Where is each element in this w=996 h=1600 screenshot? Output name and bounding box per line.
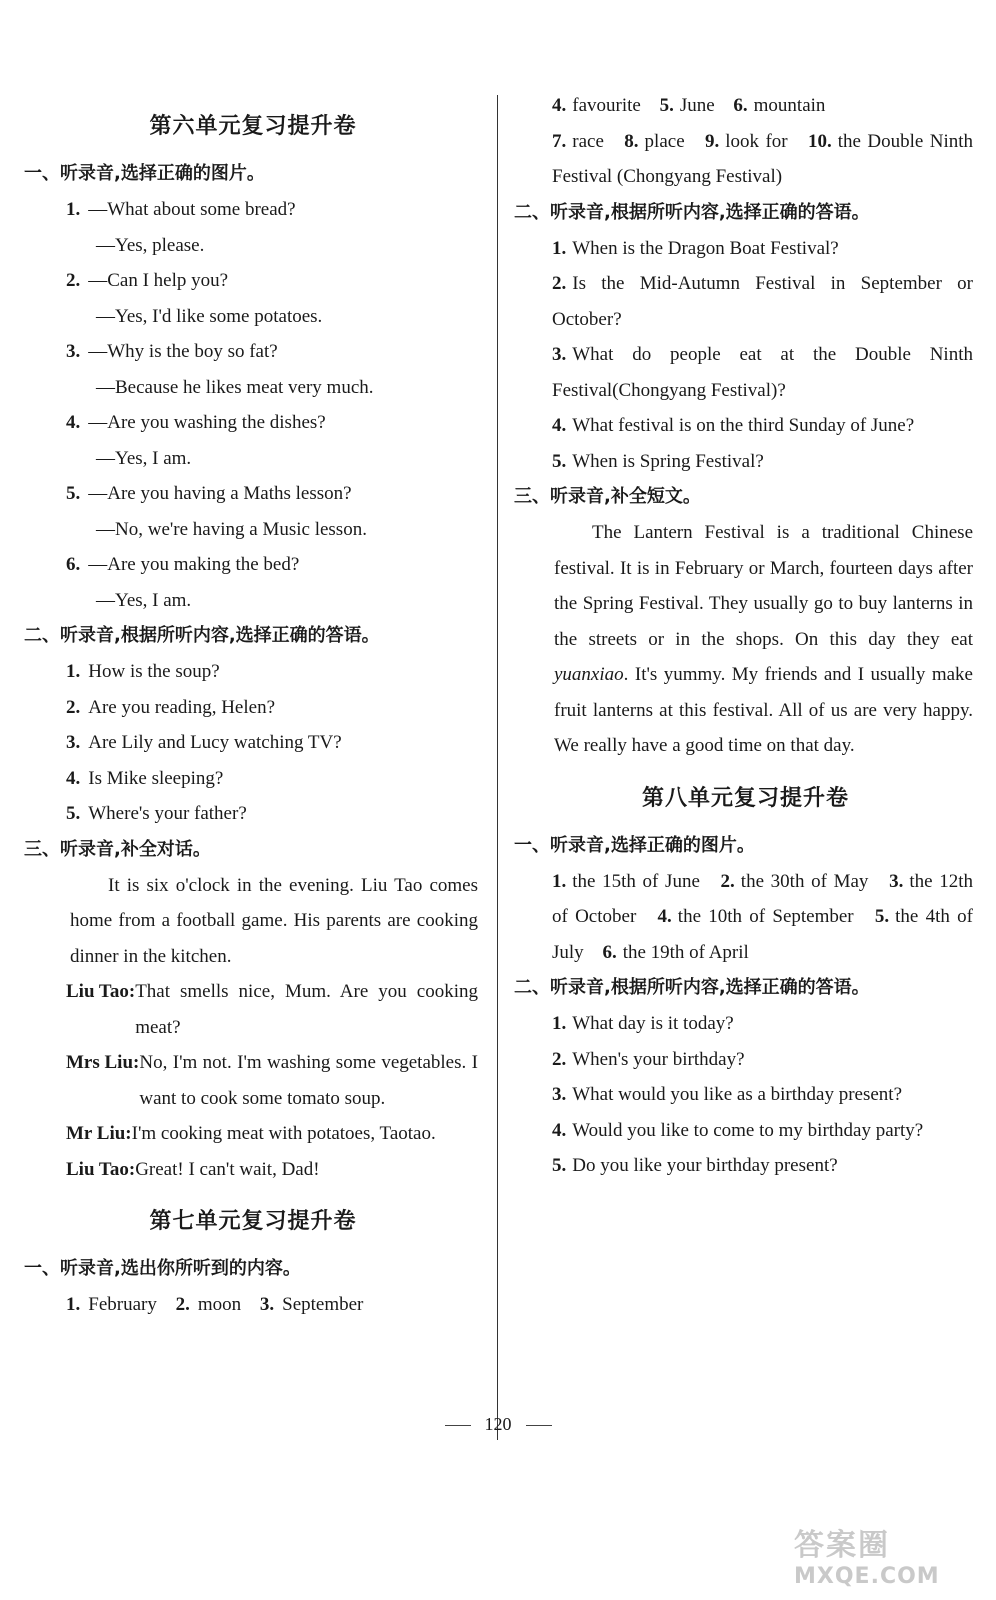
- list-item-answer: —Yes, I'd like some potatoes.: [96, 305, 323, 327]
- left-column: [24, 92, 478, 1323]
- u6-section3-paragraph: It is six o'clock in the evening. Liu Tao comes home from a football game. His parents are cooking dinner in the kitchen.: [70, 874, 478, 967]
- list-item: 5. When is Spring Festival?: [552, 450, 764, 472]
- u7-section1-heading: 一、听录音,选出你所听到的内容。: [24, 1258, 301, 1279]
- u7-section3-paragraph: The Lantern Festival is a traditional Chinese festival. It is in February or March, fourteen days after the Spring Festival. They usually go to buy lanterns in the streets or in the shops. On this day they eat yuanxiao. It's yummy. My friends and I usually make fruit lanterns at this festival. All of us are very happy. We really have a good time on that day.: [554, 522, 973, 756]
- unit8-title: 第八单元复习提升卷: [641, 785, 849, 811]
- dialogue: [28, 974, 478, 1187]
- list-item-answer: —Yes, please.: [96, 234, 205, 256]
- u6-section2-list: [28, 654, 478, 832]
- list-item-answer: —No, we're having a Music lesson.: [96, 518, 367, 540]
- speaker-name: Mrs Liu:: [66, 1052, 140, 1073]
- watermark-line2: MXQE.COM: [794, 1564, 940, 1589]
- unit6-title: 第六单元复习提升卷: [149, 114, 357, 139]
- list-item: 4. —Are you washing the dishes?: [66, 412, 326, 433]
- list-item: 4. What festival is on the third Sunday of June?: [552, 415, 915, 436]
- dialogue-line: Liu Tao: That smells nice, Mum. Are you cooking meat?: [28, 974, 478, 1045]
- list-item-answer: —Because he likes meat very much.: [96, 376, 374, 398]
- u8-section1-items: 1. the 15th of June 2. the 30th of May 3. the 12th of October 4. the 10th of September 5. the 4th of July 6. the 19th of April: [552, 870, 973, 963]
- page-number: 120: [0, 1414, 996, 1435]
- list-item: 3. Are Lily and Lucy watching TV?: [66, 732, 342, 753]
- watermark-logo: [794, 1520, 974, 1592]
- list-item: 2. —Can I help you?: [66, 270, 229, 291]
- dialogue-line: Mrs Liu: No, I'm not. I'm washing some vegetables. I want to cook some tomato soup.: [28, 1045, 478, 1116]
- column-divider: [497, 95, 498, 1440]
- u6-section3-heading: 三、听录音,补全对话。: [24, 838, 211, 860]
- list-item: 1. How is the soup?: [66, 661, 220, 682]
- list-item: 2. Are you reading, Helen?: [66, 696, 276, 718]
- list-item: 3. What do people eat at the Double Ninth Festival(Chongyang Festival)?: [552, 344, 973, 401]
- list-item: 2. Is the Mid-Autumn Festival in September or October?: [552, 273, 973, 330]
- dash-right: [526, 1425, 552, 1426]
- list-item: 5. Where's your father?: [66, 803, 247, 824]
- u7-section3-heading: 三、听录音,补全短文。: [514, 486, 701, 507]
- u7-section2-list: [518, 231, 973, 480]
- u7-section2-heading: 二、听录音,根据所听内容,选择正确的答语。: [514, 201, 870, 223]
- u8-section1-heading: 一、听录音,选择正确的图片。: [514, 834, 755, 856]
- u7-section1-items: 1. February 2. moon 3. September: [66, 1294, 364, 1315]
- right-column: [514, 88, 974, 1184]
- list-item: 6. —Are you making the bed?: [66, 554, 300, 575]
- list-item: 2. When's your birthday?: [552, 1048, 745, 1070]
- list-item: 1. What day is it today?: [552, 1013, 734, 1034]
- watermark-line1: 答案圈: [794, 1528, 890, 1563]
- speaker-name: Mr Liu:: [66, 1123, 132, 1144]
- list-item: 1. —What about some bread?: [66, 199, 296, 220]
- unit7-title: 第七单元复习提升卷: [149, 1209, 357, 1234]
- u6-section1-heading: 一、听录音,选择正确的图片。: [24, 163, 265, 184]
- u7-section1-continued: 4. favourite 5. June 6. mountain 7. race 8. place 9. look for 10. the Double Ninth Festival (Chongyang Festival): [552, 95, 974, 187]
- list-item: 1. When is the Dragon Boat Festival?: [552, 237, 839, 259]
- u6-section1-list: [28, 192, 478, 618]
- list-item: 5. Do you like your birthday present?: [552, 1155, 838, 1176]
- list-item-answer: —Yes, I am.: [96, 589, 192, 611]
- dialogue-line: Mr Liu: I'm cooking meat with potatoes, Taotao.: [28, 1116, 478, 1152]
- dash-left: [445, 1425, 471, 1426]
- speaker-name: Liu Tao:: [66, 981, 136, 1002]
- u8-section2-list: [518, 1006, 973, 1184]
- u8-section2-heading: 二、听录音,根据所听内容,选择正确的答语。: [514, 977, 870, 998]
- u6-section2-heading: 二、听录音,根据所听内容,选择正确的答语。: [24, 625, 380, 646]
- list-item: 5. —Are you having a Maths lesson?: [66, 483, 352, 504]
- list-item-answer: —Yes, I am.: [96, 447, 192, 469]
- list-item: 4. Is Mike sleeping?: [66, 767, 224, 789]
- dialogue-line: Liu Tao: Great! I can't wait, Dad!: [28, 1152, 478, 1188]
- list-item: 3. What would you like as a birthday present?: [552, 1084, 903, 1105]
- list-item: 3. —Why is the boy so fat?: [66, 341, 278, 362]
- list-item: 4. Would you like to come to my birthday party?: [552, 1119, 924, 1141]
- speaker-name: Liu Tao:: [66, 1158, 136, 1180]
